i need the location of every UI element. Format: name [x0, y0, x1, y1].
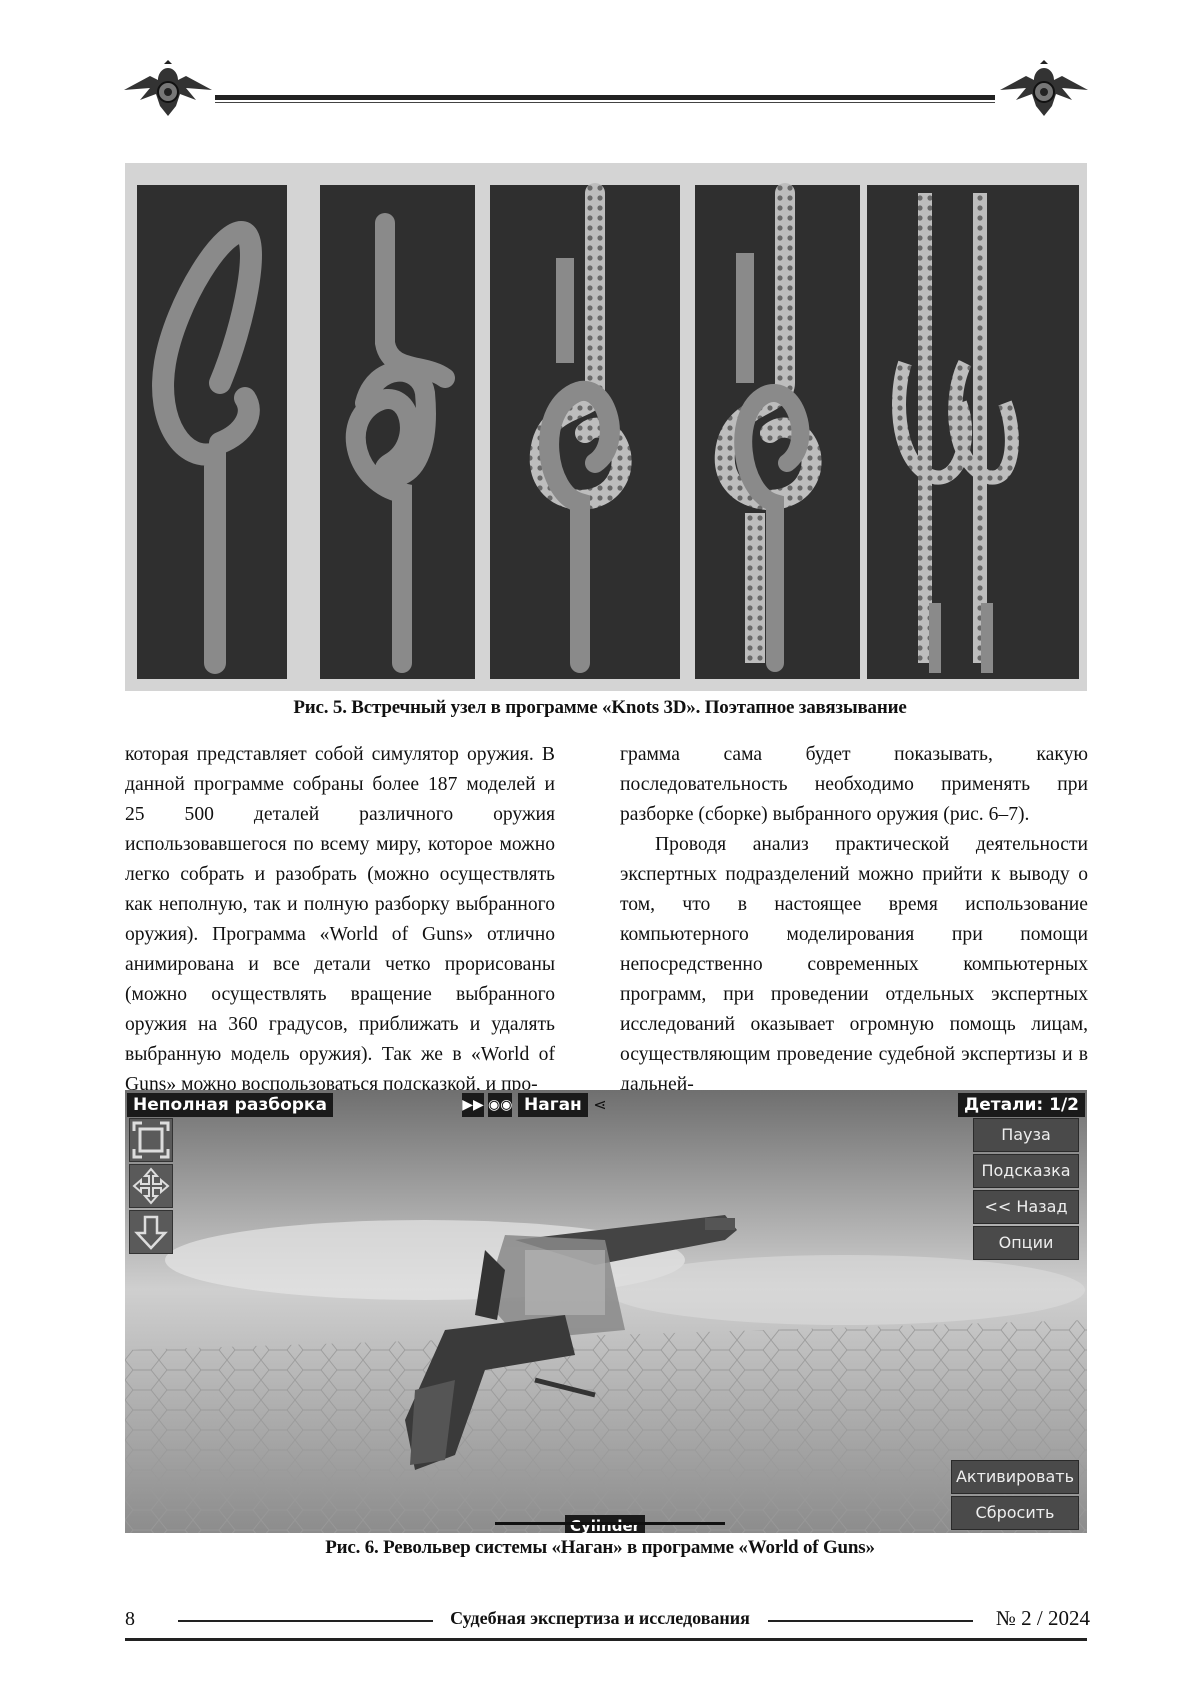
- details-counter: Детали: 1/2: [958, 1093, 1085, 1117]
- weapon-name: Наган: [518, 1093, 588, 1117]
- figure-6-caption: Рис. 6. Револьвер системы «Наган» в программе «World of Guns»: [0, 1537, 1200, 1559]
- back-button[interactable]: << Назад: [973, 1190, 1079, 1224]
- issue-number: № 2 / 2024: [996, 1606, 1090, 1631]
- fast-forward-icon[interactable]: ▶▶: [462, 1093, 484, 1117]
- pause-button[interactable]: Пауза: [973, 1118, 1079, 1152]
- text-column-left: [125, 740, 555, 1100]
- mode-label: Неполная разборка: [127, 1093, 333, 1117]
- fullscreen-icon[interactable]: [129, 1118, 173, 1162]
- footer-rule-right: [768, 1620, 973, 1622]
- journal-title: Судебная экспертиза и исследования: [0, 1608, 1200, 1629]
- hint-button[interactable]: Подсказка: [973, 1154, 1079, 1188]
- part-progress-line: [495, 1522, 725, 1525]
- text-column-right: [620, 740, 1088, 1100]
- figure-5-caption: Рис. 5. Встречный узел в программе «Knots 3D». Поэтапное завязывание: [0, 697, 1200, 719]
- share-icon[interactable]: ⋖: [588, 1093, 612, 1117]
- reset-button[interactable]: Сбросить: [951, 1496, 1079, 1530]
- part-label: Cylinder: [565, 1515, 645, 1533]
- activate-button[interactable]: Активировать: [951, 1460, 1079, 1494]
- move-icon[interactable]: [129, 1164, 173, 1208]
- emblem-right-icon: [996, 60, 1092, 126]
- footer-bottom-rule: [125, 1638, 1087, 1641]
- header-rule: [215, 95, 995, 100]
- emblem-left-icon: [120, 60, 216, 126]
- down-arrow-icon[interactable]: [129, 1210, 173, 1254]
- figure-5-image: [125, 163, 1087, 691]
- binoculars-icon[interactable]: ◉◉: [488, 1093, 512, 1117]
- header-rule-thin: [215, 102, 995, 103]
- right-paragraph-2: Проводя анализ практической деятельности экспертных подразделений можно прийти к выводу о том, что в настоящее время использование компьютерного моделирования при помощи непосредственно современных компьютерных программ, при проведении отдельных экспертных исследований оказывает огромную помощь лицам, осуществляющим проведение судебной экспертизы и в дальней-: [620, 830, 1088, 1100]
- left-paragraph: которая представляет собой симулятор оружия. В данной программе собраны более 187 моделей и 25 500 деталей различного оружия использовавшегося по всему миру, которое можно легко собрать и разобрать (можно осуществлять как неполную, так и полную разборку выбранного оружия). Программа «World of Guns» отлично анимирована и все детали четко прорисованы (можно осуществлять вращение выбранного оружия на 360 градусов, приближать и удалять выбранную модель оружия). Так же в «World of Guns» можно воспользоваться подсказкой, и про-: [125, 740, 555, 1100]
- page-number: 8: [125, 1608, 135, 1631]
- right-paragraph-1: грамма сама будет показывать, какую последовательность необходимо применять при разборке (сборке) выбранного оружия (рис. 6–7).: [620, 740, 1088, 830]
- figure-6-screenshot: [125, 1090, 1087, 1533]
- options-button[interactable]: Опции: [973, 1226, 1079, 1260]
